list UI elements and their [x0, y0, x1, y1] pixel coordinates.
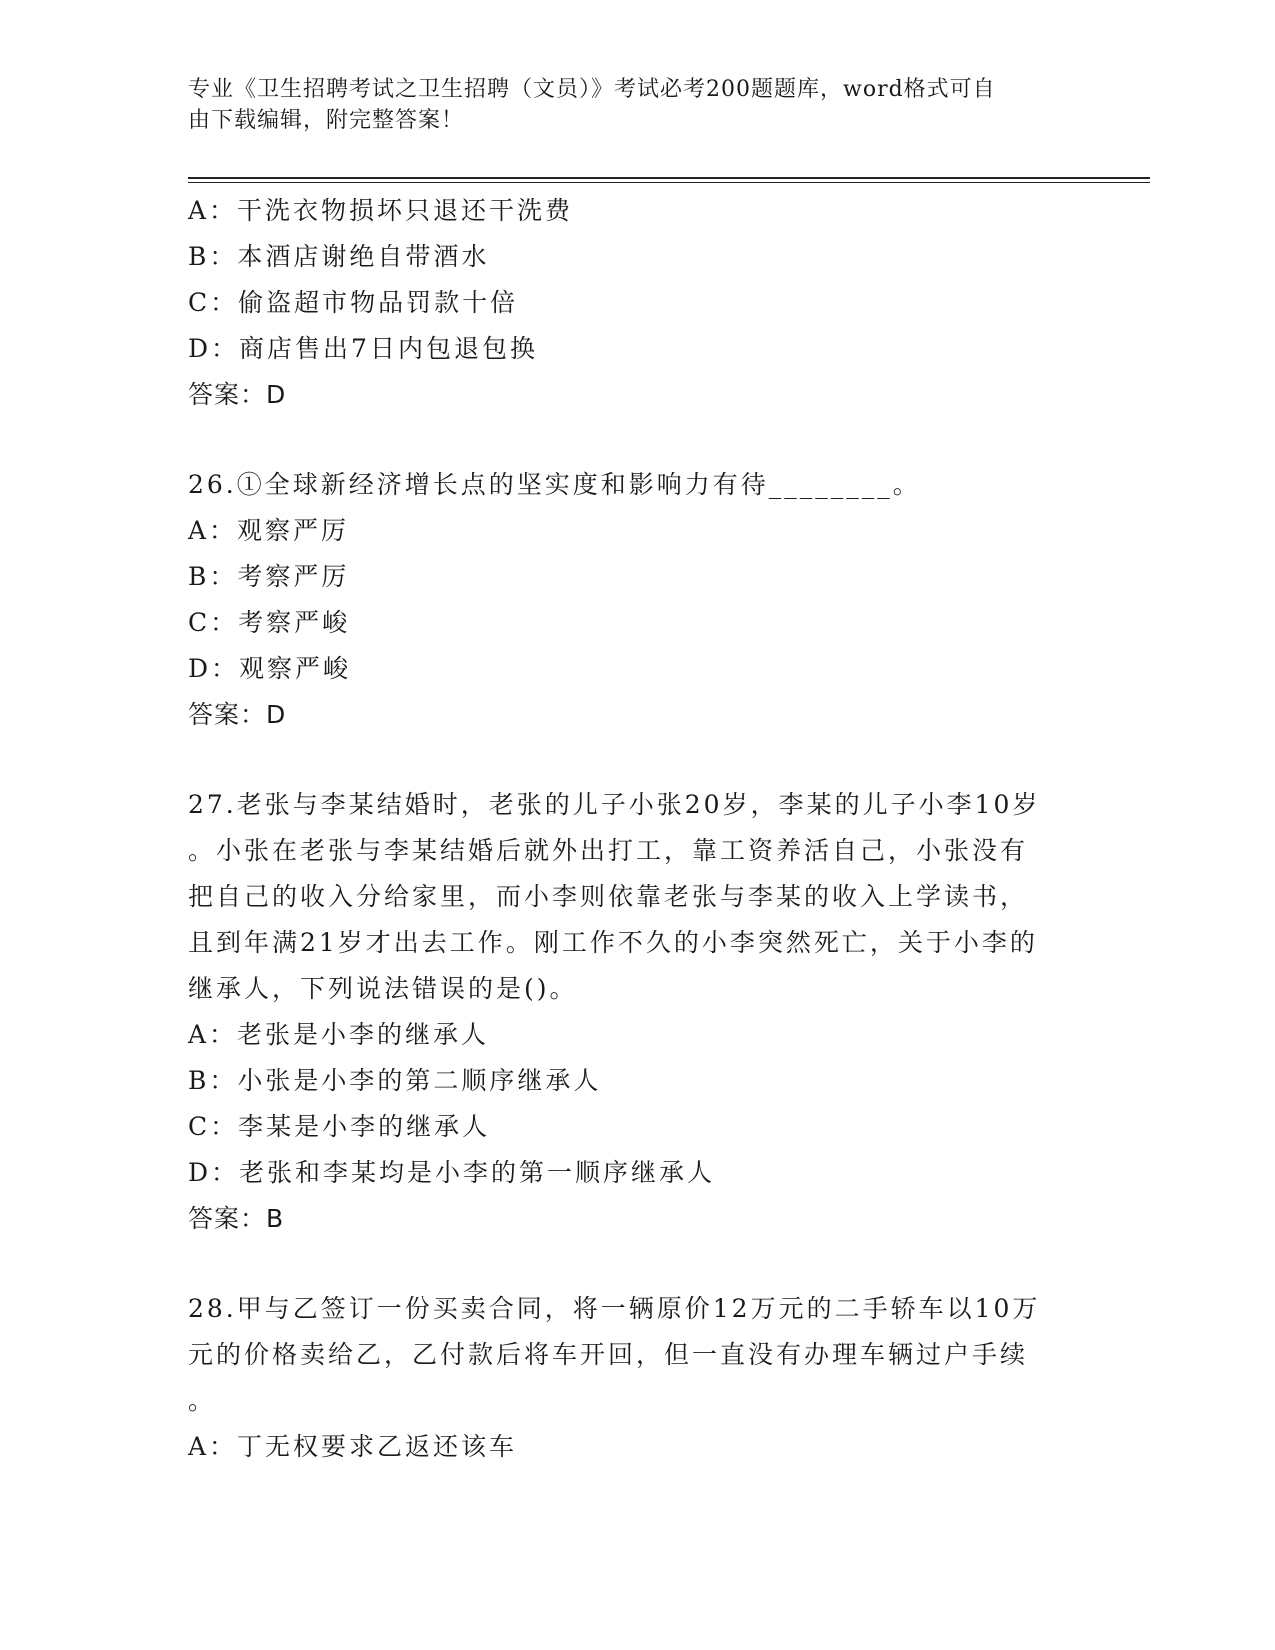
document-header [188, 74, 1068, 136]
question-stem-line: 。小张在老张与李某结婚后就外出打工，靠工资养活自己，小张没有 [188, 836, 1029, 865]
option-c: C：偷盗超市物品罚款十倍 [188, 288, 519, 317]
question-25 [188, 188, 1088, 418]
question-stem-line: 。 [188, 1386, 217, 1415]
option-d: D：观察严峻 [188, 654, 352, 683]
question-28 [188, 1286, 1088, 1470]
question-content [188, 188, 1088, 1470]
option-a: A：老张是小李的继承人 [188, 1020, 490, 1049]
question-stem-line: 元的价格卖给乙，乙付款后将车开回，但一直没有办理车辆过户手续 [188, 1340, 1029, 1369]
option-b: B：本酒店谢绝自带酒水 [188, 242, 490, 271]
option-a: A：丁无权要求乙返还该车 [188, 1432, 518, 1461]
header-rule-thick [188, 177, 1150, 179]
question-stem-line: 继承人，下列说法错误的是()。 [188, 974, 578, 1003]
question-27 [188, 782, 1088, 1242]
question-stem-line: 28.甲与乙签订一份买卖合同，将一辆原价12万元的二手轿车以10万 [188, 1294, 1041, 1323]
answer-line: 答案：D [188, 380, 287, 409]
header-line-2: 由下载编辑，附完整答案！ [188, 108, 465, 133]
option-b: B：考察严厉 [188, 562, 350, 591]
option-d: D：老张和李某均是小李的第一顺序继承人 [188, 1158, 716, 1187]
answer-line: 答案：B [188, 1204, 285, 1233]
question-stem-line: 把自己的收入分给家里，而小李则依靠老张与李某的收入上学读书， [188, 882, 1029, 911]
option-b: B：小张是小李的第二顺序继承人 [188, 1066, 602, 1095]
header-rule-thin [188, 182, 1150, 183]
option-a: A：观察严厉 [188, 516, 350, 545]
option-c: C：考察严峻 [188, 608, 351, 637]
question-stem-line: 27.老张与李某结婚时，老张的儿子小张20岁，李某的儿子小李10岁 [188, 790, 1041, 819]
option-d: D：商店售出7日内包退包换 [188, 334, 538, 363]
option-c: C：李某是小李的继承人 [188, 1112, 491, 1141]
question-26 [188, 462, 1088, 738]
answer-line: 答案：D [188, 700, 287, 729]
header-line-1: 专业《卫生招聘考试之卫生招聘（文员）》考试必考200题题库，word格式可自 [188, 77, 996, 102]
question-stem-line: 且到年满21岁才出去工作。刚工作不久的小李突然死亡，关于小李的 [188, 928, 1038, 957]
option-a: A：干洗衣物损坏只退还干洗费 [188, 196, 574, 225]
question-stem: 26.①全球新经济增长点的坚实度和影响力有待________。 [188, 470, 921, 499]
